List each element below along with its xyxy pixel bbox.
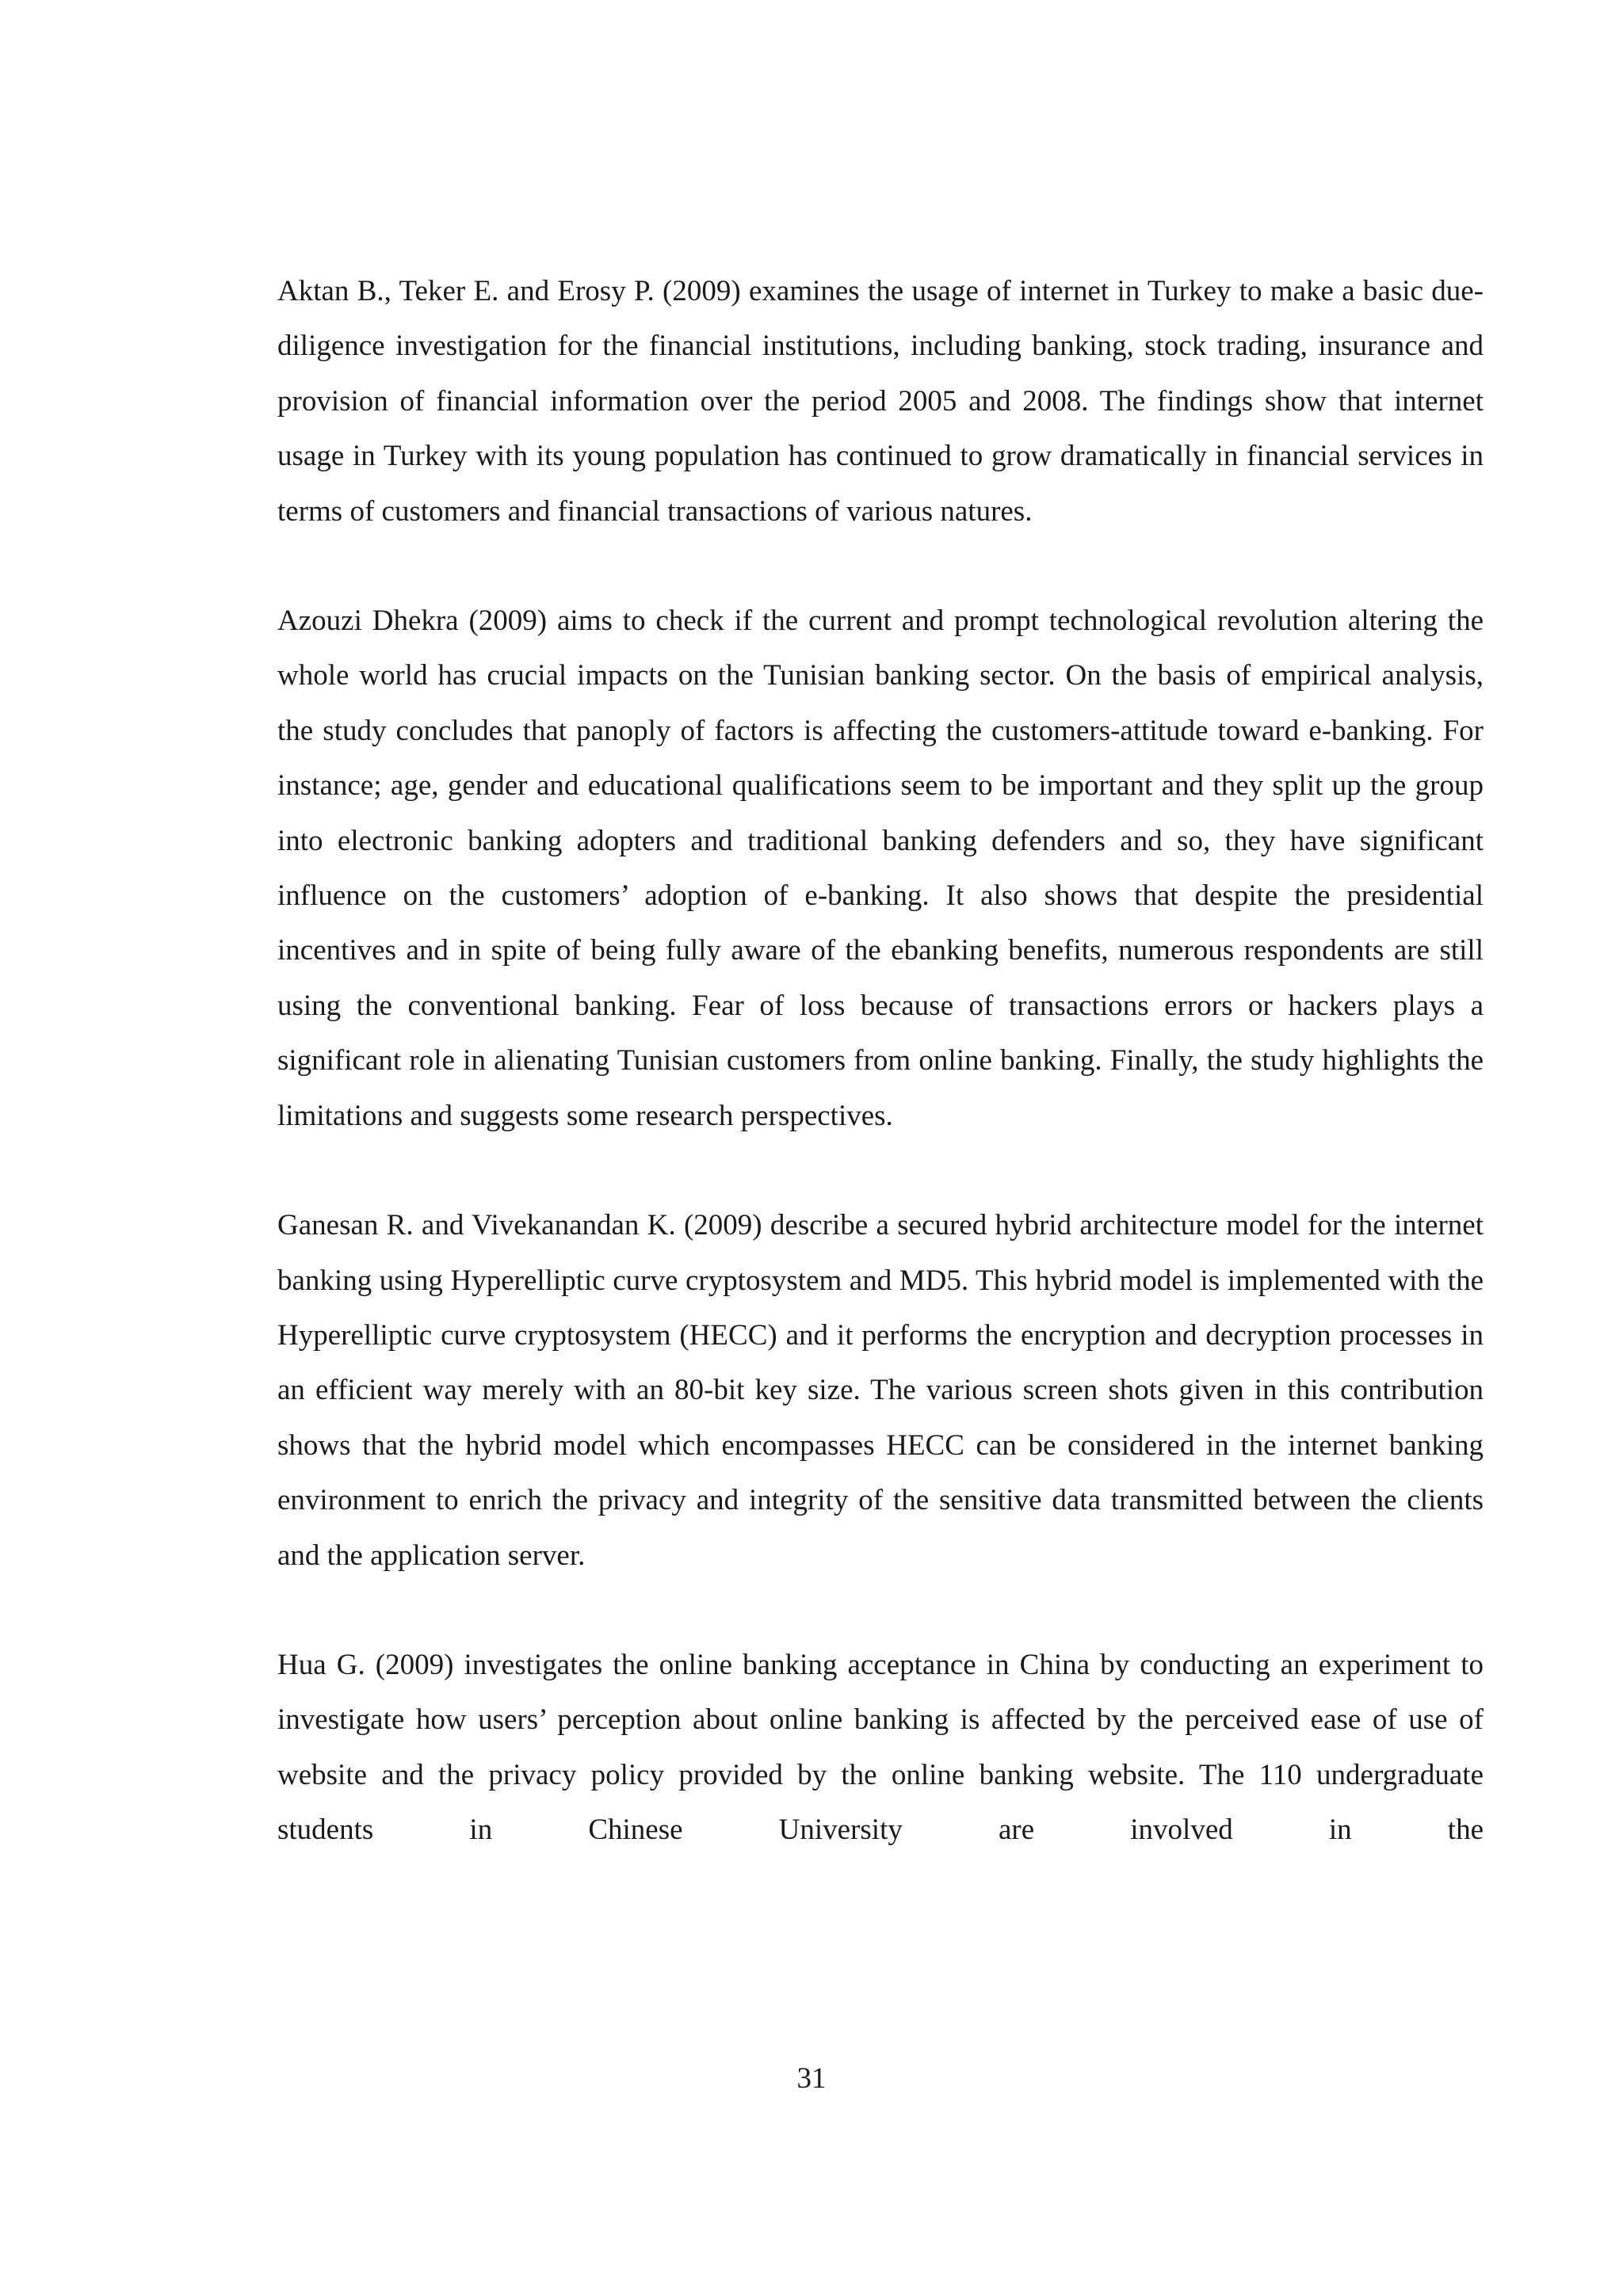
body-text (277, 264, 1484, 1858)
paragraph-hua: Hua G. (2009) investigates the online banking acceptance in China by conducting an experiment to investigate how users’ perception about online banking is affected by the perceived ease of use of website and the privacy policy provided by the online banking website. The 110 undergraduate students in Chinese University are involved in the (277, 1648, 1484, 1847)
page-number: 31 (796, 2062, 827, 2095)
paragraph-azouzi: Azouzi Dhekra (2009) aims to check if the current and prompt technological revolution altering the whole world has crucial impacts on the Tunisian banking sector. On the basis of empirical analysis, the study concludes that panoply of factors is affecting the customers-attitude toward e-banking. For instance; age, gender and educational qualifications seem to be important and they split up the group into electronic banking adopters and traditional banking defenders and so, they have significant influence on the customers’ adoption of e-banking. It also shows that despite the presidential incentives and in spite of being fully aware of the ebanking benefits, numerous respondents are still using the conventional banking. Fear of loss because of transactions errors or hackers plays a significant role in alienating Tunisian customers from online banking. Finally, the study highlights the limitations and suggests some research perspectives. (277, 605, 1484, 1132)
paragraph-ganesan: Ganesan R. and Vivekanandan K. (2009) describe a secured hybrid architecture model for the internet banking using Hyperelliptic curve cryptosystem and MD5. This hybrid model is implemented with the Hyperelliptic curve cryptosystem (HECC) and it performs the encryption and decryption processes in an efficient way merely with an 80-bit key size. The various screen shots given in this contribution shows that the hybrid model which encompasses HECC can be considered in the internet banking environment to enrich the privacy and integrity of the sensitive data transmitted between the clients and the application server. (277, 1209, 1484, 1572)
paragraph-aktan: Aktan B., Teker E. and Erosy P. (2009) examines the usage of internet in Turkey to make a basic due-diligence investigation for the financial institutions, including banking, stock trading, insurance and provision of financial information over the period 2005 and 2008. The findings show that internet usage in Turkey with its young population has continued to grow dramatically in financial services in terms of customers and financial transactions of various natures. (277, 275, 1484, 528)
